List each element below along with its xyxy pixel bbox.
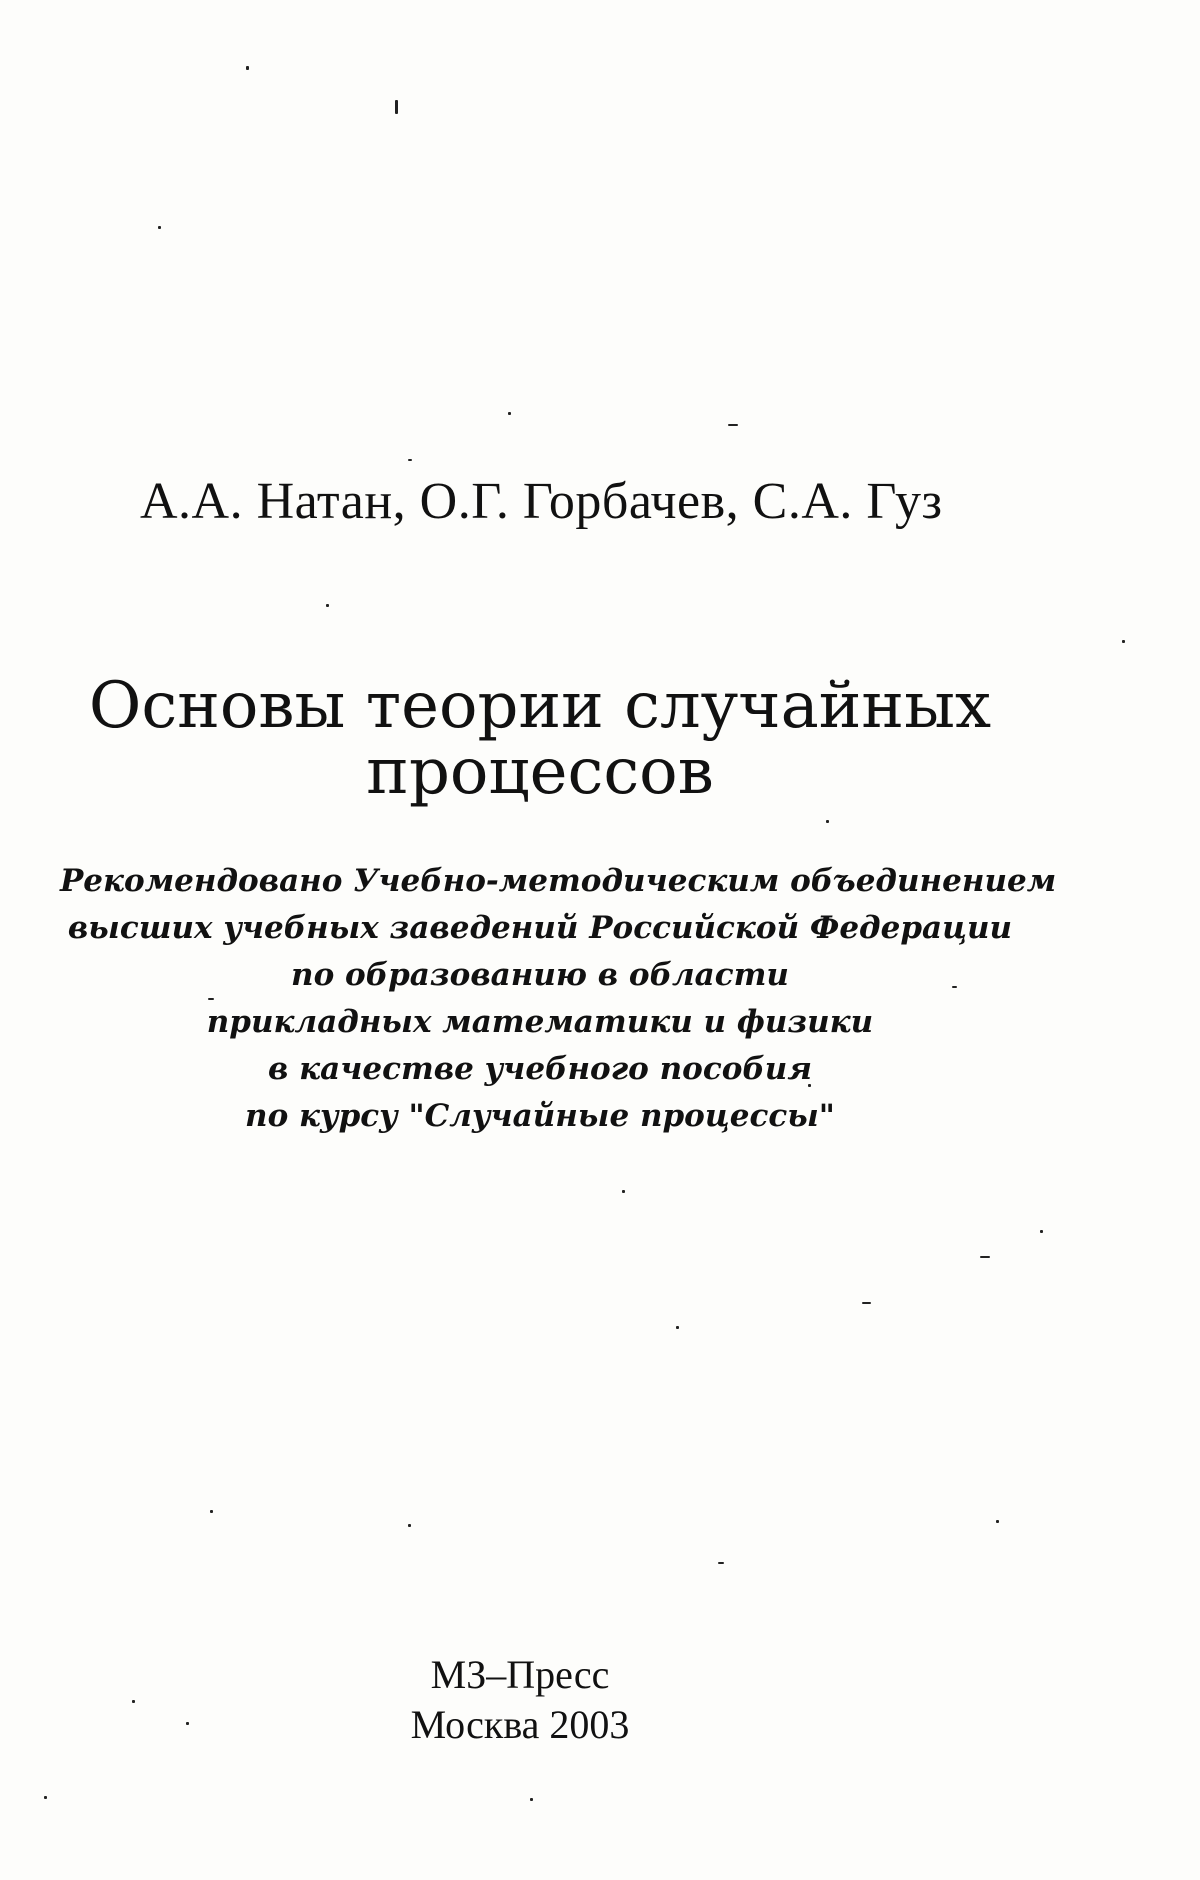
scan-speck xyxy=(622,1190,625,1193)
book-title xyxy=(60,668,1020,809)
scan-speck xyxy=(132,1700,135,1703)
scan-speck xyxy=(326,604,329,607)
authors: А.А. Натан, О.Г. Горбачев, С.А. Гуз xyxy=(140,473,943,530)
scan-speck xyxy=(530,1798,533,1801)
scan-speck xyxy=(862,1302,871,1304)
book-title-line-2: процессов xyxy=(366,734,714,809)
publisher-name: МЗ–Пресс xyxy=(430,1652,610,1697)
scan-speck xyxy=(395,100,398,114)
publisher-block xyxy=(300,1650,740,1750)
scan-speck xyxy=(44,1796,47,1799)
recommendation-line: по образованию в области xyxy=(291,957,789,993)
publisher-city-year: Москва 2003 xyxy=(410,1702,630,1747)
scan-speck xyxy=(718,1562,724,1564)
scan-speck xyxy=(728,424,738,426)
recommendation-line: Рекомендовано Учебно-методическим объединением xyxy=(60,863,1057,899)
scan-speck xyxy=(1122,640,1125,643)
recommendation-line: по курсу "Случайные процессы" xyxy=(245,1098,835,1134)
scan-speck xyxy=(408,459,412,461)
recommendation-line: высших учебных заведений Российской Федерации xyxy=(67,910,1013,946)
book-title-line-1: Основы теории случайных xyxy=(88,668,992,743)
scan-speck xyxy=(826,820,829,823)
scan-speck xyxy=(210,1510,213,1513)
scan-speck xyxy=(186,1722,189,1725)
scan-speck xyxy=(158,226,161,229)
scan-speck xyxy=(246,66,249,70)
scan-speck xyxy=(508,412,511,415)
recommendation-line: прикладных математики и физики xyxy=(206,1004,874,1040)
scan-speck xyxy=(996,1520,999,1523)
recommendation-block xyxy=(60,858,1057,1140)
scan-speck xyxy=(980,1256,990,1258)
scan-speck xyxy=(1040,1230,1043,1233)
scan-speck xyxy=(408,1524,411,1527)
scan-speck xyxy=(676,1326,679,1329)
recommendation-line: в качестве учебного пособия xyxy=(267,1051,812,1087)
